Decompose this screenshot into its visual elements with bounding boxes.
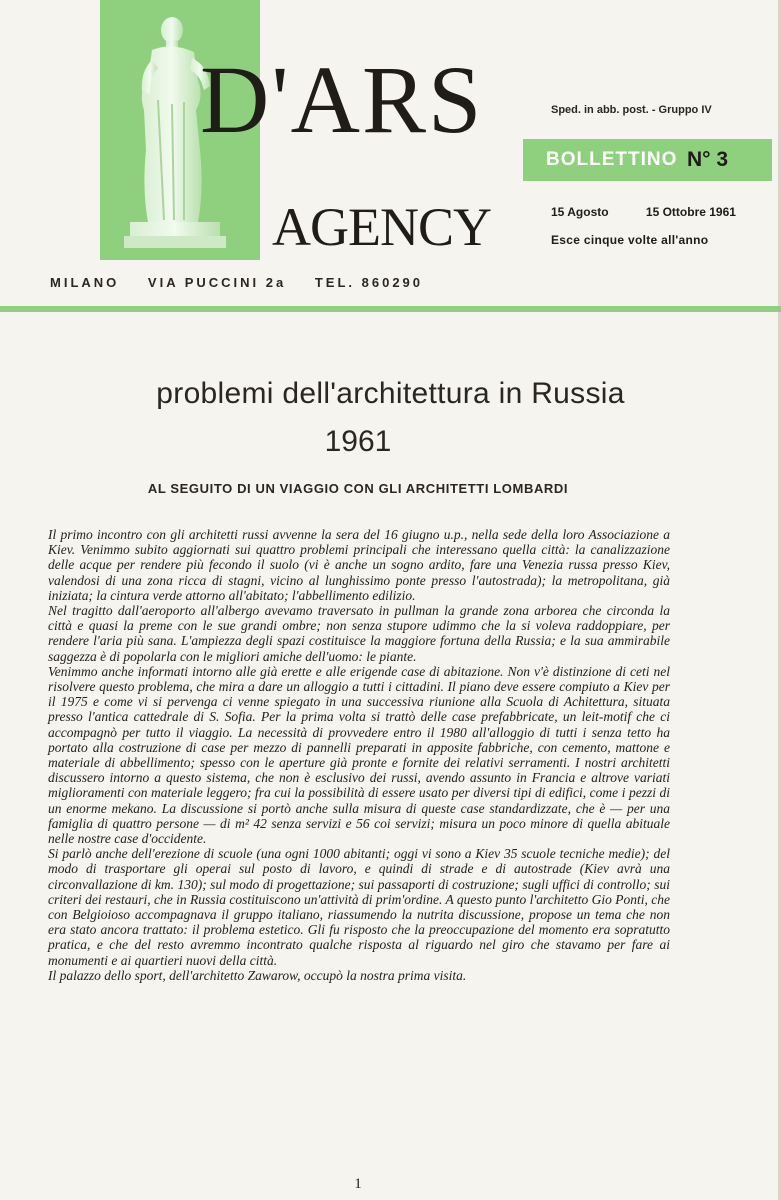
paragraph: Il primo incontro con gli architetti russi avvenne la sera del 16 giugno u.p., nella sede della loro Associazione a Kiev. Venimmo subito aggiornati sui quattro problemi principali che interessano quella città: la canalizzazione delle acque per rendere più fecondo il suolo (vi è anche un sogno ardito, fare una Venezia russa presso Kiev, valendosi di una zona ricca di stagni, vicino al lunghissimo ponte presso l'autostrada); la metropolitana, già iniziata; la cintura verde attorno all'abitato; l'abbellimento edilizio. (48, 527, 670, 603)
page-number: 1 (354, 1176, 362, 1192)
paragraph: Nel tragitto dall'aeroporto all'albergo avevamo traversato in pullman la grande zona arborea che circonda la città e quasi la preme con le sue grandi ombre; non senza stupore udimmo che la si voleva raddoppiare, per rendere l'aria più sana. L'ampiezza degli spazi costituisce la maggiore fortuna della Russia; e la sua ammirabile saggezza è di popolarla con le migliori amiche dell'uomo: le piante. (48, 603, 670, 664)
postage-note: Sped. in abb. post. - Gruppo IV (551, 104, 712, 116)
article-body (48, 527, 670, 983)
paragraph: Venimmo anche informati intorno alle già erette e alle erigende case di abitazione. Non v'è distinzione di ceti nel risolvere questo problema, che mira a dare un alloggio a tutti i cittadini. Il piano deve essere compiuto a Kiev per il 1975 e come vi si pervenga ci venne spiegato in una successiva riunione alla Scuola di Achitettura, situata presso l'antica cattedrale di S. Sofia. Per la prima volta si trattò delle case prefabbricate, un leit-motif che ci accompagnò per tutto il viaggio. La necessità di provvedere entro il 1980 all'alloggio di tutti i senza tetto ha portato alla costruzione di case per mezzo di pannelli preparati in apposite fabbriche, con cemento, mattone e materiale di abbellimento; spesso con le aperture già pronte e fornite dei relativi serramenti. I nostri architetti discussero intorno a questo sistema, che non è esclusivo dei russi, avendo assunto in Francia e altrove variati miglioramenti con materiale leggero; fra cui la possibilità di essere usato per diversi tipi di edifici, come i pezzi di un enorme mekano. La discussione si portò anche sulla misura di queste case standardizzate, che è — per una famiglia di quattro persone — di m² 42 senza servizi e 56 coi servizi; misura un poco minore di quella abituale nelle nostre case d'occidente. (48, 663, 670, 847)
bulletin-label: BOLLETTINO (546, 149, 678, 170)
address-street: VIA PUCCINI 2a (147, 275, 287, 290)
address-city: MILANO (50, 275, 120, 290)
paragraph: Il palazzo dello sport, dell'architetto Zawarow, occupò la nostra prima visita. (48, 967, 467, 983)
logo-agency: AGENCY (272, 197, 491, 257)
address-line (50, 275, 445, 290)
issue-dates (551, 205, 736, 219)
date-from: 15 Agosto (551, 205, 609, 219)
bulletin-number: N° 3 (687, 148, 729, 171)
logo-dars: D'ARS (200, 46, 484, 153)
date-to: 15 Ottobre 1961 (645, 205, 736, 219)
bulletin-badge (523, 139, 772, 181)
article-year: 1961 (324, 425, 392, 458)
paragraph: Si parlò anche dell'erezione di scuole (una ogni 1000 abitanti; oggi vi sono a Kiev 35 scuole tecniche medie); del modo di trasportare gli operai sul posto di lavoro, e quindi di strade e di autostrade (Kiev avrà una circonvallazione di km. 130); sul modo di progettazione; sui passaporti di costruzione; sugli uffici di controllo; sui criteri dei restauri, che in Russia costituiscono un'attività di prim'ordine. A questo punto l'architetto Gio Ponti, che con Belgioioso accompagnava il gruppo italiano, riassumendo la nutrita discussione, propose un tema che non era stato ancora trattato: il problema estetico. Gli fu risposto che la preoccupazione del momento era sopratutto pratica, e che del resto avremmo incontrato qualche risposta al riguardo nel giro che stavamo per fare ai monumenti e ai quartieri nuovi della città. (48, 846, 670, 968)
header-divider (0, 306, 781, 312)
address-phone: TEL. 860290 (314, 275, 424, 290)
article-subtitle: AL SEGUITO DI UN VIAGGIO CON GLI ARCHITETTI LOMBARDI (147, 481, 569, 496)
publication-frequency: Esce cinque volte all'anno (551, 233, 709, 247)
article-title: problemi dell'architettura in Russia (156, 377, 625, 410)
